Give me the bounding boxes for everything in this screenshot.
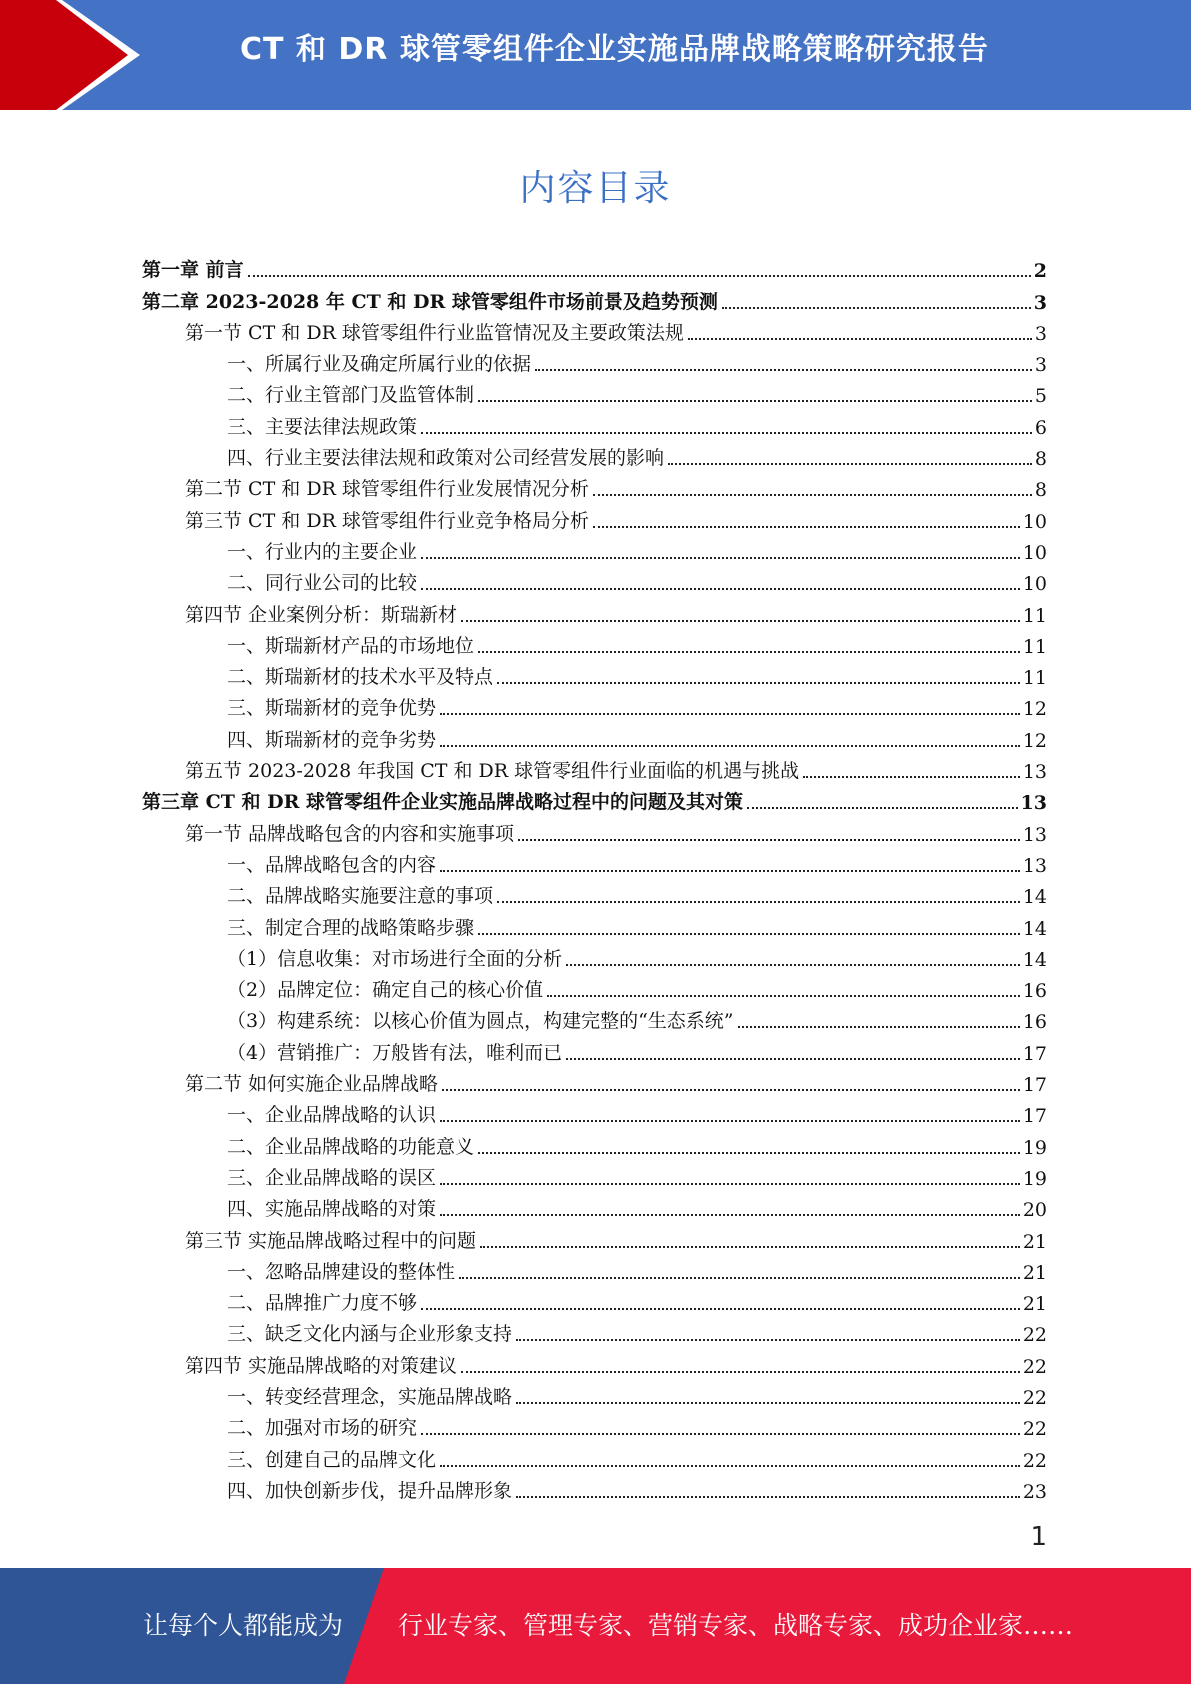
page-number: 1 (1030, 1522, 1047, 1552)
toc-entry-label: 第三章 CT 和 DR 球管零组件企业实施品牌战略过程中的问题及其对策 (142, 791, 743, 814)
toc-entry-page: 5 (1034, 385, 1047, 408)
toc-entry[interactable] (142, 754, 1047, 785)
toc-entry-page: 12 (1022, 698, 1047, 721)
toc-entry-label: 三、制定合理的战略策略步骤 (227, 916, 475, 939)
toc-entry-page: 21 (1022, 1230, 1047, 1253)
toc-entry[interactable] (142, 1067, 1047, 1098)
toc-leader-dots (497, 682, 1020, 684)
toc-leader-dots (440, 1120, 1020, 1122)
toc-entry-page: 17 (1022, 1074, 1047, 1097)
toc-leader-dots (478, 933, 1020, 935)
toc-entry[interactable] (142, 1161, 1047, 1192)
toc-entry-label: 第四节 实施品牌战略的对策建议 (185, 1354, 458, 1377)
toc-entry[interactable] (142, 691, 1047, 722)
toc-entry-page: 23 (1022, 1480, 1047, 1503)
toc-entry-label: 第四节 企业案例分析：斯瑞新材 (185, 603, 458, 626)
toc-entry[interactable] (142, 785, 1047, 816)
toc-entry[interactable] (142, 1474, 1047, 1505)
toc-entry-page: 12 (1022, 729, 1047, 752)
toc-entry-label: 一、所属行业及确定所属行业的依据 (227, 353, 532, 376)
toc-leader-dots (440, 1465, 1020, 1467)
toc-entry-page: 8 (1034, 448, 1047, 471)
toc-leader-dots (421, 1308, 1020, 1310)
toc-entry-label: 一、斯瑞新材产品的市场地位 (227, 634, 475, 657)
toc-entry-label: （4）营销推广：万般皆有法，唯利而已 (227, 1041, 563, 1064)
toc-leader-dots (421, 557, 1020, 559)
toc-entry-label: 四、斯瑞新材的竞争劣势 (227, 728, 437, 751)
toc-leader-dots (497, 901, 1020, 903)
toc-entry[interactable] (142, 942, 1047, 973)
toc-leader-dots (440, 745, 1020, 747)
toc-entry[interactable] (142, 378, 1047, 409)
toc-entry-page: 3 (1034, 322, 1047, 345)
toc-entry-page: 21 (1022, 1261, 1047, 1284)
toc-entry-label: 第五节 2023-2028 年我国 CT 和 DR 球管零组件行业面临的机遇与挑战 (185, 760, 800, 783)
toc-entry-label: 三、主要法律法规政策 (227, 415, 418, 438)
toc-entry-label: 三、创建自己的品牌文化 (227, 1448, 437, 1471)
toc-entry-label: 二、行业主管部门及监管体制 (227, 384, 475, 407)
toc-entry[interactable] (142, 1411, 1047, 1442)
toc-leader-dots (516, 1402, 1020, 1404)
toc-entry-page: 17 (1022, 1042, 1047, 1065)
toc-entry[interactable] (142, 409, 1047, 440)
footer-band (0, 1568, 1191, 1684)
toc-entry-page: 22 (1022, 1386, 1047, 1409)
toc-entry-page: 22 (1022, 1355, 1047, 1378)
table-of-contents (142, 253, 1047, 1505)
toc-entry[interactable] (142, 1192, 1047, 1223)
toc-entry[interactable] (142, 660, 1047, 691)
toc-entry[interactable] (142, 1255, 1047, 1286)
toc-entry[interactable] (142, 722, 1047, 753)
report-header-band (0, 0, 1191, 110)
toc-entry-label: 二、品牌推广力度不够 (227, 1292, 418, 1315)
toc-leader-dots (738, 1026, 1020, 1028)
toc-entry-label: 四、实施品牌战略的对策 (227, 1198, 437, 1221)
toc-entry-label: 二、同行业公司的比较 (227, 572, 418, 595)
toc-entry-page: 3 (1033, 291, 1047, 314)
toc-entry-page: 11 (1022, 667, 1047, 690)
toc-entry-page: 11 (1022, 604, 1047, 627)
toc-leader-dots (518, 839, 1020, 841)
toc-entry-page: 3 (1034, 354, 1047, 377)
toc-leader-dots (535, 369, 1032, 371)
toc-leader-dots (461, 1371, 1020, 1373)
toc-entry-label: 第三节 CT 和 DR 球管零组件行业竞争格局分析 (185, 509, 589, 532)
toc-entry[interactable] (142, 848, 1047, 879)
toc-entry[interactable] (142, 441, 1047, 472)
toc-leader-dots (516, 1339, 1020, 1341)
toc-entry-label: 第二节 CT 和 DR 球管零组件行业发展情况分析 (185, 478, 589, 501)
toc-entry-label: 四、行业主要法律法规和政策对公司经营发展的影响 (227, 447, 665, 470)
toc-entry-page: 22 (1022, 1418, 1047, 1441)
report-title: CT 和 DR 球管零组件企业实施品牌战略策略研究报告 (240, 32, 989, 67)
toc-leader-dots (440, 1214, 1020, 1216)
toc-entry-page: 19 (1022, 1167, 1047, 1190)
toc-entry[interactable] (142, 597, 1047, 628)
toc-leader-dots (478, 651, 1020, 653)
toc-leader-dots (478, 1152, 1020, 1154)
toc-leader-dots (593, 526, 1020, 528)
toc-entry-label: 第二章 2023-2028 年 CT 和 DR 球管零组件市场前景及趋势预测 (142, 290, 718, 313)
toc-entry[interactable] (142, 1035, 1047, 1066)
toc-leader-dots (803, 776, 1020, 778)
toc-leader-dots (442, 1089, 1020, 1091)
toc-entry-page: 2 (1033, 260, 1047, 283)
toc-entry[interactable] (142, 1380, 1047, 1411)
toc-entry-label: 二、加强对市场的研究 (227, 1417, 418, 1440)
toc-entry-page: 8 (1034, 479, 1047, 502)
toc-entry[interactable] (142, 1442, 1047, 1473)
toc-entry[interactable] (142, 503, 1047, 534)
toc-entry[interactable] (142, 253, 1047, 284)
toc-entry-label: 二、品牌战略实施要注意的事项 (227, 885, 494, 908)
toc-entry-page: 14 (1022, 948, 1047, 971)
toc-entry-label: 一、企业品牌战略的认识 (227, 1104, 437, 1127)
toc-entry-page: 14 (1022, 886, 1047, 909)
toc-entry-page: 22 (1022, 1324, 1047, 1347)
toc-entry-label: 第三节 实施品牌战略过程中的问题 (185, 1229, 477, 1252)
toc-entry-label: （2）品牌定位：确定自己的核心价值 (227, 979, 544, 1002)
toc-entry[interactable] (142, 535, 1047, 566)
toc-entry-page: 10 (1022, 541, 1047, 564)
toc-leader-dots (688, 338, 1032, 340)
toc-entry-page: 16 (1022, 980, 1047, 1003)
toc-leader-dots (478, 400, 1032, 402)
toc-entry-label: 三、缺乏文化内涵与企业形象支持 (227, 1323, 513, 1346)
toc-entry-page: 10 (1022, 510, 1047, 533)
toc-entry[interactable] (142, 566, 1047, 597)
toc-entry-label: 一、转变经营理念，实施品牌战略 (227, 1385, 513, 1408)
toc-entry-page: 17 (1022, 1105, 1047, 1128)
toc-heading: 内容目录 (519, 168, 672, 209)
toc-entry-label: （3）构建系统：以核心价值为圆点，构建完整的“生态系统” (227, 1010, 734, 1033)
toc-leader-dots (593, 494, 1032, 496)
toc-entry-page: 6 (1034, 416, 1047, 439)
toc-leader-dots (461, 620, 1020, 622)
toc-entry-label: 一、行业内的主要企业 (227, 540, 418, 563)
toc-entry-label: 第一节 CT 和 DR 球管零组件行业监管情况及主要政策法规 (185, 321, 684, 344)
toc-entry-label: 三、斯瑞新材的竞争优势 (227, 697, 437, 720)
toc-entry-page: 10 (1022, 573, 1047, 596)
toc-entry-label: 一、品牌战略包含的内容 (227, 853, 437, 876)
footer-slogan-right: 行业专家、管理专家、营销专家、战略专家、成功企业家…… (398, 1611, 1074, 1640)
toc-entry-label: 二、企业品牌战略的功能意义 (227, 1135, 475, 1158)
toc-entry[interactable] (142, 1129, 1047, 1160)
toc-entry[interactable] (142, 1004, 1047, 1035)
toc-leader-dots (440, 870, 1020, 872)
toc-entry-label: 第一节 品牌战略包含的内容和实施事项 (185, 822, 515, 845)
toc-leader-dots (747, 807, 1018, 809)
toc-entry[interactable] (142, 1317, 1047, 1348)
toc-entry[interactable] (142, 1223, 1047, 1254)
toc-entry[interactable] (142, 284, 1047, 315)
toc-entry[interactable] (142, 347, 1047, 378)
toc-entry[interactable] (142, 816, 1047, 847)
toc-entry[interactable] (142, 1348, 1047, 1379)
toc-entry-page: 14 (1022, 917, 1047, 940)
toc-leader-dots (248, 275, 1031, 277)
toc-entry-page: 13 (1020, 792, 1047, 815)
toc-leader-dots (722, 307, 1031, 309)
toc-entry[interactable] (142, 879, 1047, 910)
toc-entry-label: 第二节 如何实施企业品牌战略 (185, 1073, 439, 1096)
toc-entry-label: 四、加快创新步伐，提升品牌形象 (227, 1479, 513, 1502)
toc-entry[interactable] (142, 316, 1047, 347)
toc-leader-dots (421, 432, 1032, 434)
toc-entry-page: 13 (1022, 854, 1047, 877)
toc-leader-dots (421, 1433, 1020, 1435)
toc-entry-label: 二、斯瑞新材的技术水平及特点 (227, 666, 494, 689)
toc-entry-page: 11 (1022, 635, 1047, 658)
toc-entry-page: 20 (1022, 1199, 1047, 1222)
toc-leader-dots (668, 463, 1032, 465)
toc-entry[interactable] (142, 910, 1047, 941)
toc-leader-dots (440, 1183, 1020, 1185)
toc-entry-label: （1）信息收集：对市场进行全面的分析 (227, 947, 563, 970)
toc-entry-page: 13 (1022, 823, 1047, 846)
header-arrow-graphic (0, 0, 150, 110)
toc-entry-page: 21 (1022, 1293, 1047, 1316)
toc-entry-page: 13 (1022, 761, 1047, 784)
footer-slogan-left: 让每个人都能成为 (143, 1611, 344, 1640)
toc-leader-dots (421, 588, 1020, 590)
toc-entry[interactable] (142, 1098, 1047, 1129)
toc-leader-dots (440, 713, 1020, 715)
toc-entry-page: 19 (1022, 1136, 1047, 1159)
toc-entry[interactable] (142, 1286, 1047, 1317)
toc-entry-label: 三、企业品牌战略的误区 (227, 1166, 437, 1189)
toc-leader-dots (566, 1058, 1020, 1060)
toc-entry-page: 22 (1022, 1449, 1047, 1472)
toc-entry[interactable] (142, 629, 1047, 660)
toc-entry[interactable] (142, 472, 1047, 503)
toc-leader-dots (459, 1277, 1020, 1279)
toc-leader-dots (547, 995, 1020, 997)
toc-leader-dots (566, 964, 1020, 966)
toc-entry-label: 第一章 前言 (142, 259, 244, 282)
toc-leader-dots (516, 1496, 1020, 1498)
toc-entry-page: 16 (1022, 1011, 1047, 1034)
toc-entry-label: 一、忽略品牌建设的整体性 (227, 1260, 456, 1283)
toc-entry[interactable] (142, 973, 1047, 1004)
toc-leader-dots (480, 1246, 1020, 1248)
